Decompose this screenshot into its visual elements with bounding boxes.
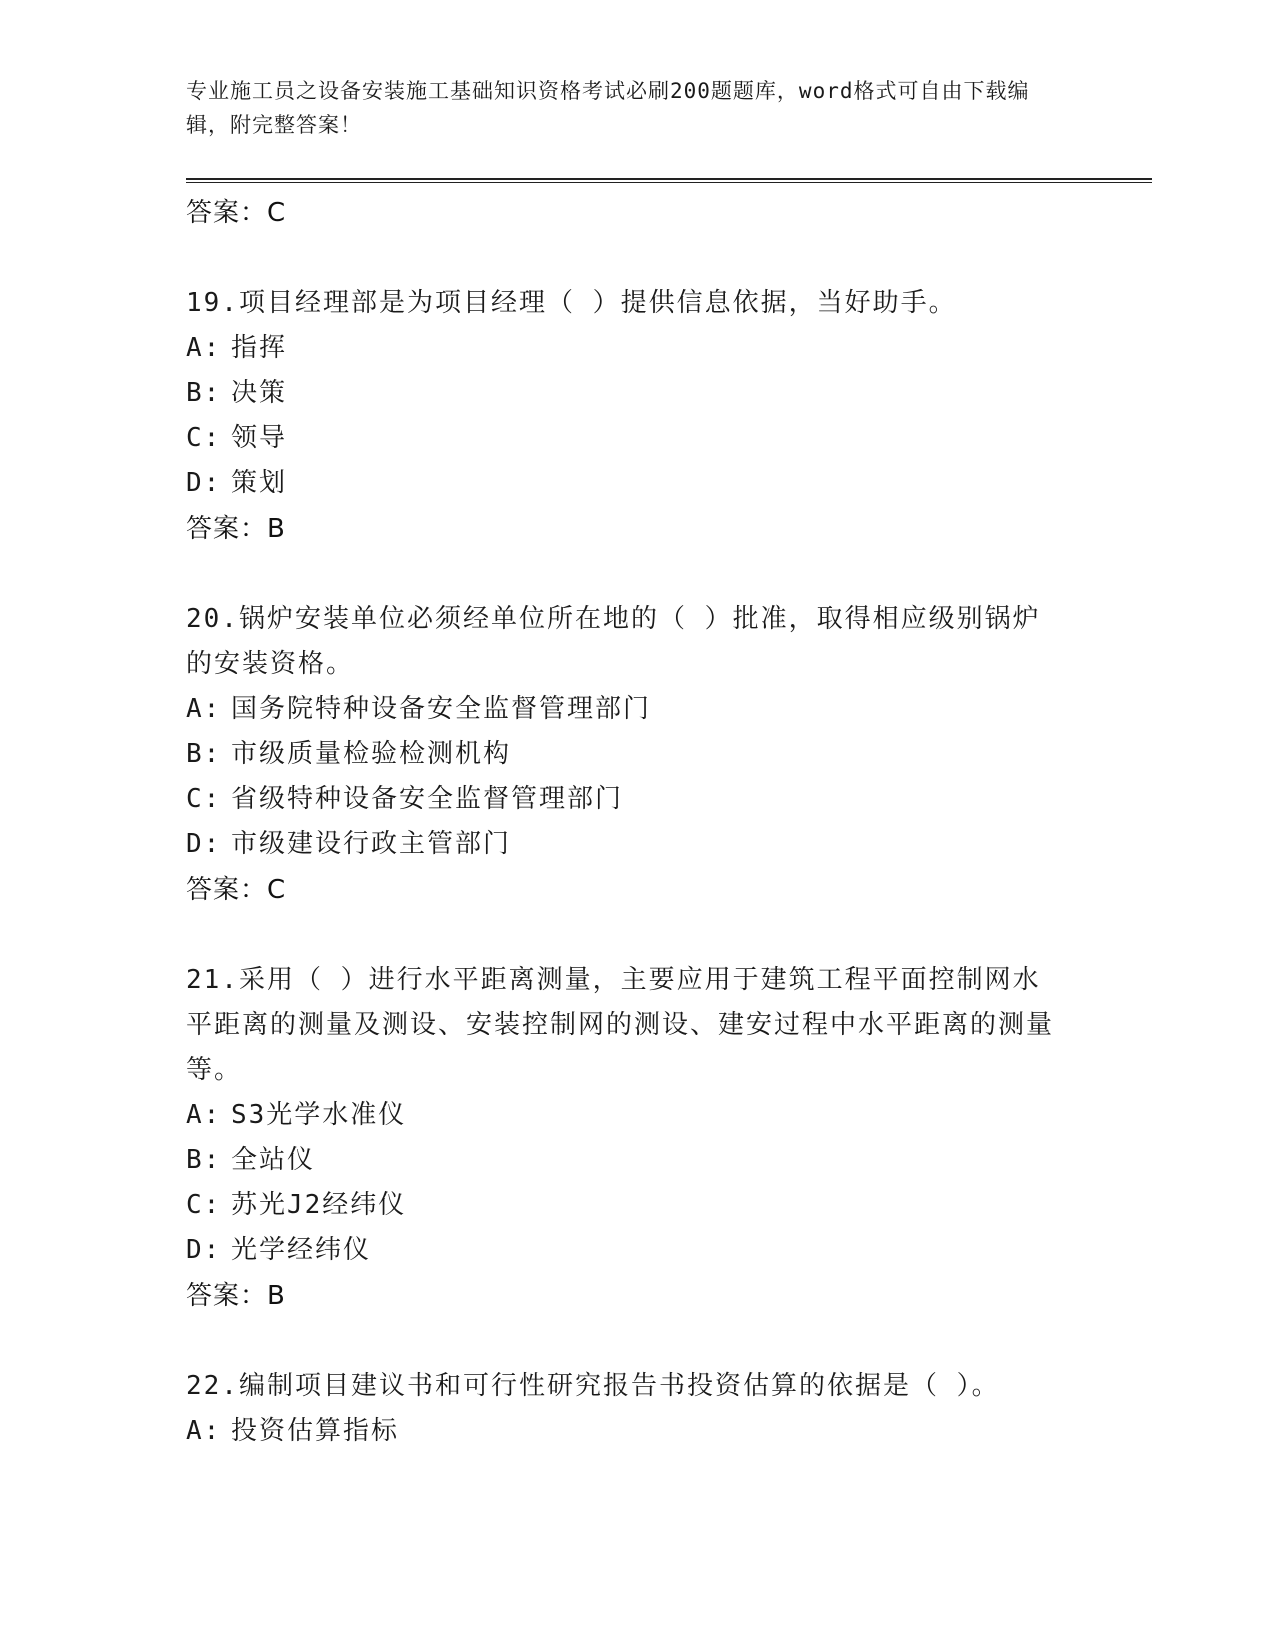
option-text: 全站仪 [231,1145,316,1175]
spacer [186,913,1066,958]
option-b [186,371,1066,416]
option-text: 市级质量检验检测机构 [231,739,512,769]
question-stem: 19.项目经理部是为项目经理（ ）提供信息依据，当好助手。 [186,288,957,318]
option-a [186,326,1066,371]
question-21 [186,958,1066,1319]
option-a [186,687,1066,732]
question-content [186,190,1066,1454]
question-stem: 22.编制项目建议书和可行性研究报告书投资估算的依据是（ ）。 [186,1371,1000,1401]
option-text: 指挥 [231,333,288,363]
option-c [186,777,1066,822]
option-letter: B: [186,739,222,769]
question-stem: 20.锅炉安装单位必须经单位所在地的（ ）批准，取得相应级别锅炉的安装资格。 [186,604,1041,679]
option-b [186,732,1066,777]
header-divider [186,178,1152,183]
question-20 [186,597,1066,913]
option-letter: D: [186,1235,222,1265]
answer-line: 答案：C [186,875,287,905]
option-text: 苏光J2经纬仪 [231,1190,407,1220]
option-text: 领导 [231,423,288,453]
option-letter: A: [186,1100,222,1130]
option-d [186,1228,1066,1273]
spacer [186,552,1066,597]
spacer [186,236,1066,281]
option-letter: A: [186,333,222,363]
option-letter: C: [186,1190,222,1220]
option-c [186,416,1066,461]
option-text: S3光学水准仪 [231,1100,407,1130]
option-letter: A: [186,694,222,724]
option-text: 市级建设行政主管部门 [231,829,512,859]
answer-line: 答案：B [186,514,286,544]
question-22 [186,1364,1066,1454]
option-d [186,822,1066,867]
option-letter: A: [186,1416,222,1446]
option-letter: B: [186,378,222,408]
option-letter: D: [186,829,222,859]
answer-line: 答案：B [186,1281,286,1311]
option-text: 国务院特种设备安全监督管理部门 [231,694,652,724]
page-header: 专业施工员之设备安装施工基础知识资格考试必刷200题题库，word格式可自由下载编辑，附完整答案！ [186,79,1030,137]
option-text: 策划 [231,468,288,498]
option-letter: D: [186,468,222,498]
question-19 [186,281,1066,552]
option-text: 省级特种设备安全监督管理部门 [231,784,624,814]
option-letter: C: [186,784,222,814]
option-b [186,1138,1066,1183]
answer-line: 答案：C [186,198,287,228]
option-letter: B: [186,1145,222,1175]
option-a [186,1093,1066,1138]
option-text: 决策 [231,378,288,408]
option-text: 投资估算指标 [231,1416,400,1446]
question-stem: 21.采用（ ）进行水平距离测量，主要应用于建筑工程平面控制网水平距离的测量及测设、安装控制网的测设、建安过程中水平距离的测量等。 [186,965,1055,1085]
option-text: 光学经纬仪 [231,1235,372,1265]
option-c [186,1183,1066,1228]
option-letter: C: [186,423,222,453]
option-a [186,1409,1066,1454]
option-d [186,461,1066,506]
spacer [186,1319,1066,1364]
